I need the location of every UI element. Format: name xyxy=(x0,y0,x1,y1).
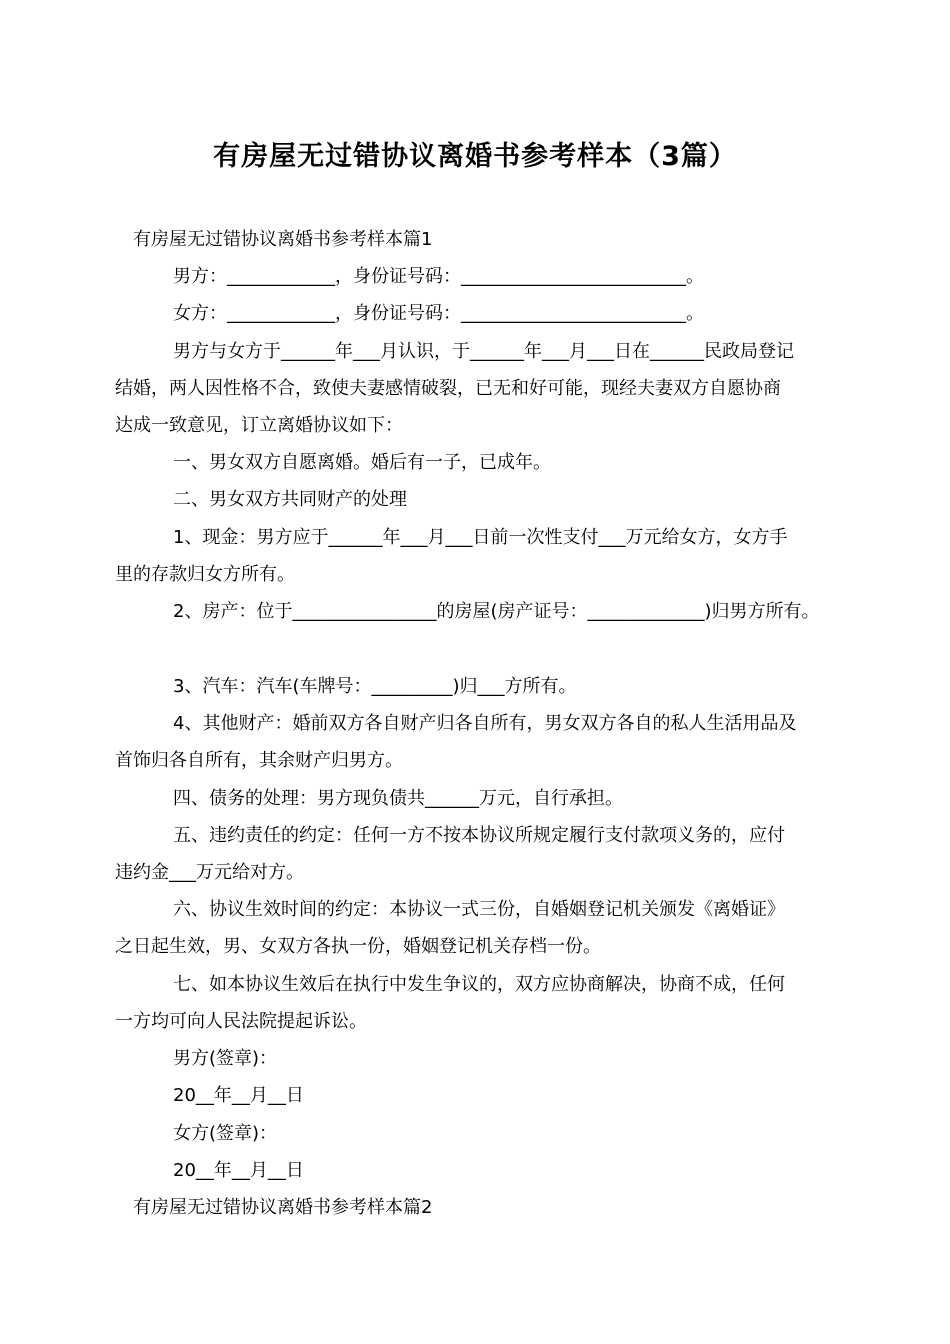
paragraph-line: 结婚，两人因性格不合，致使夫妻感情破裂，已无和好可能，现经夫妻双方自愿协商 xyxy=(115,378,781,399)
document-title: 有房屋无过错协议离婚书参考样本（3篇） xyxy=(213,141,737,172)
clause-line: 六、协议生效时间的约定：本协议一式三份，自婚姻登记机关颁发《离婚证》 xyxy=(173,899,785,920)
clause-line: 里的存款归女方所有。 xyxy=(115,564,295,585)
clause-line: 二、男女双方共同财产的处理 xyxy=(173,489,407,510)
clause-line: 四、债务的处理：男方现负债共______万元，自行承担。 xyxy=(173,788,623,809)
clause-line: 之日起生效，男、女双方各执一份，婚姻登记机关存档一份。 xyxy=(115,936,601,957)
male-signature-line: 男方(签章)： xyxy=(173,1048,278,1069)
clause-line: 一方均可向人民法院提起诉讼。 xyxy=(115,1011,367,1032)
clause-line: 七、如本协议生效后在执行中发生争议的，双方应协商解决，协商不成，任何 xyxy=(173,974,785,995)
clause-line: 一、男女双方自愿离婚。婚后有一子，已成年。 xyxy=(173,452,551,473)
female-signature-line: 女方(签章)： xyxy=(173,1123,278,1144)
clause-line: 1、现金：男方应于______年___月___日前一次性支付___万元给女方，女方手 xyxy=(173,527,788,548)
section-heading-2: 有房屋无过错协议离婚书参考样本篇2 xyxy=(133,1197,433,1218)
clause-line: 4、其他财产：婚前双方各自财产归各自所有，男女双方各自的私人生活用品及 xyxy=(173,713,797,734)
clause-line: 3、汽车：汽车(车牌号：_________)归___方所有。 xyxy=(173,676,577,697)
clause-line: 首饰归各自所有，其余财产归男方。 xyxy=(115,750,403,771)
clause-line: 2、房产：位于________________的房屋(房产证号：_____________)归男方所有。 xyxy=(173,601,820,622)
date-line: 20__年__月__日 xyxy=(173,1160,304,1181)
date-line: 20__年__月__日 xyxy=(173,1085,304,1106)
female-party-line: 女方：____________，身份证号码：_________________________。 xyxy=(173,303,704,324)
section-heading-1: 有房屋无过错协议离婚书参考样本篇1 xyxy=(133,229,433,250)
male-party-line: 男方：____________，身份证号码：_________________________。 xyxy=(173,266,704,287)
clause-line: 违约金___万元给对方。 xyxy=(115,862,304,883)
paragraph-line: 达成一致意见，订立离婚协议如下： xyxy=(115,415,403,436)
clause-line: 五、违约责任的约定：任何一方不按本协议所规定履行支付款项义务的，应付 xyxy=(173,825,785,846)
paragraph-line: 男方与女方于______年___月认识，于______年___月___日在______民政局登记 xyxy=(173,341,794,362)
